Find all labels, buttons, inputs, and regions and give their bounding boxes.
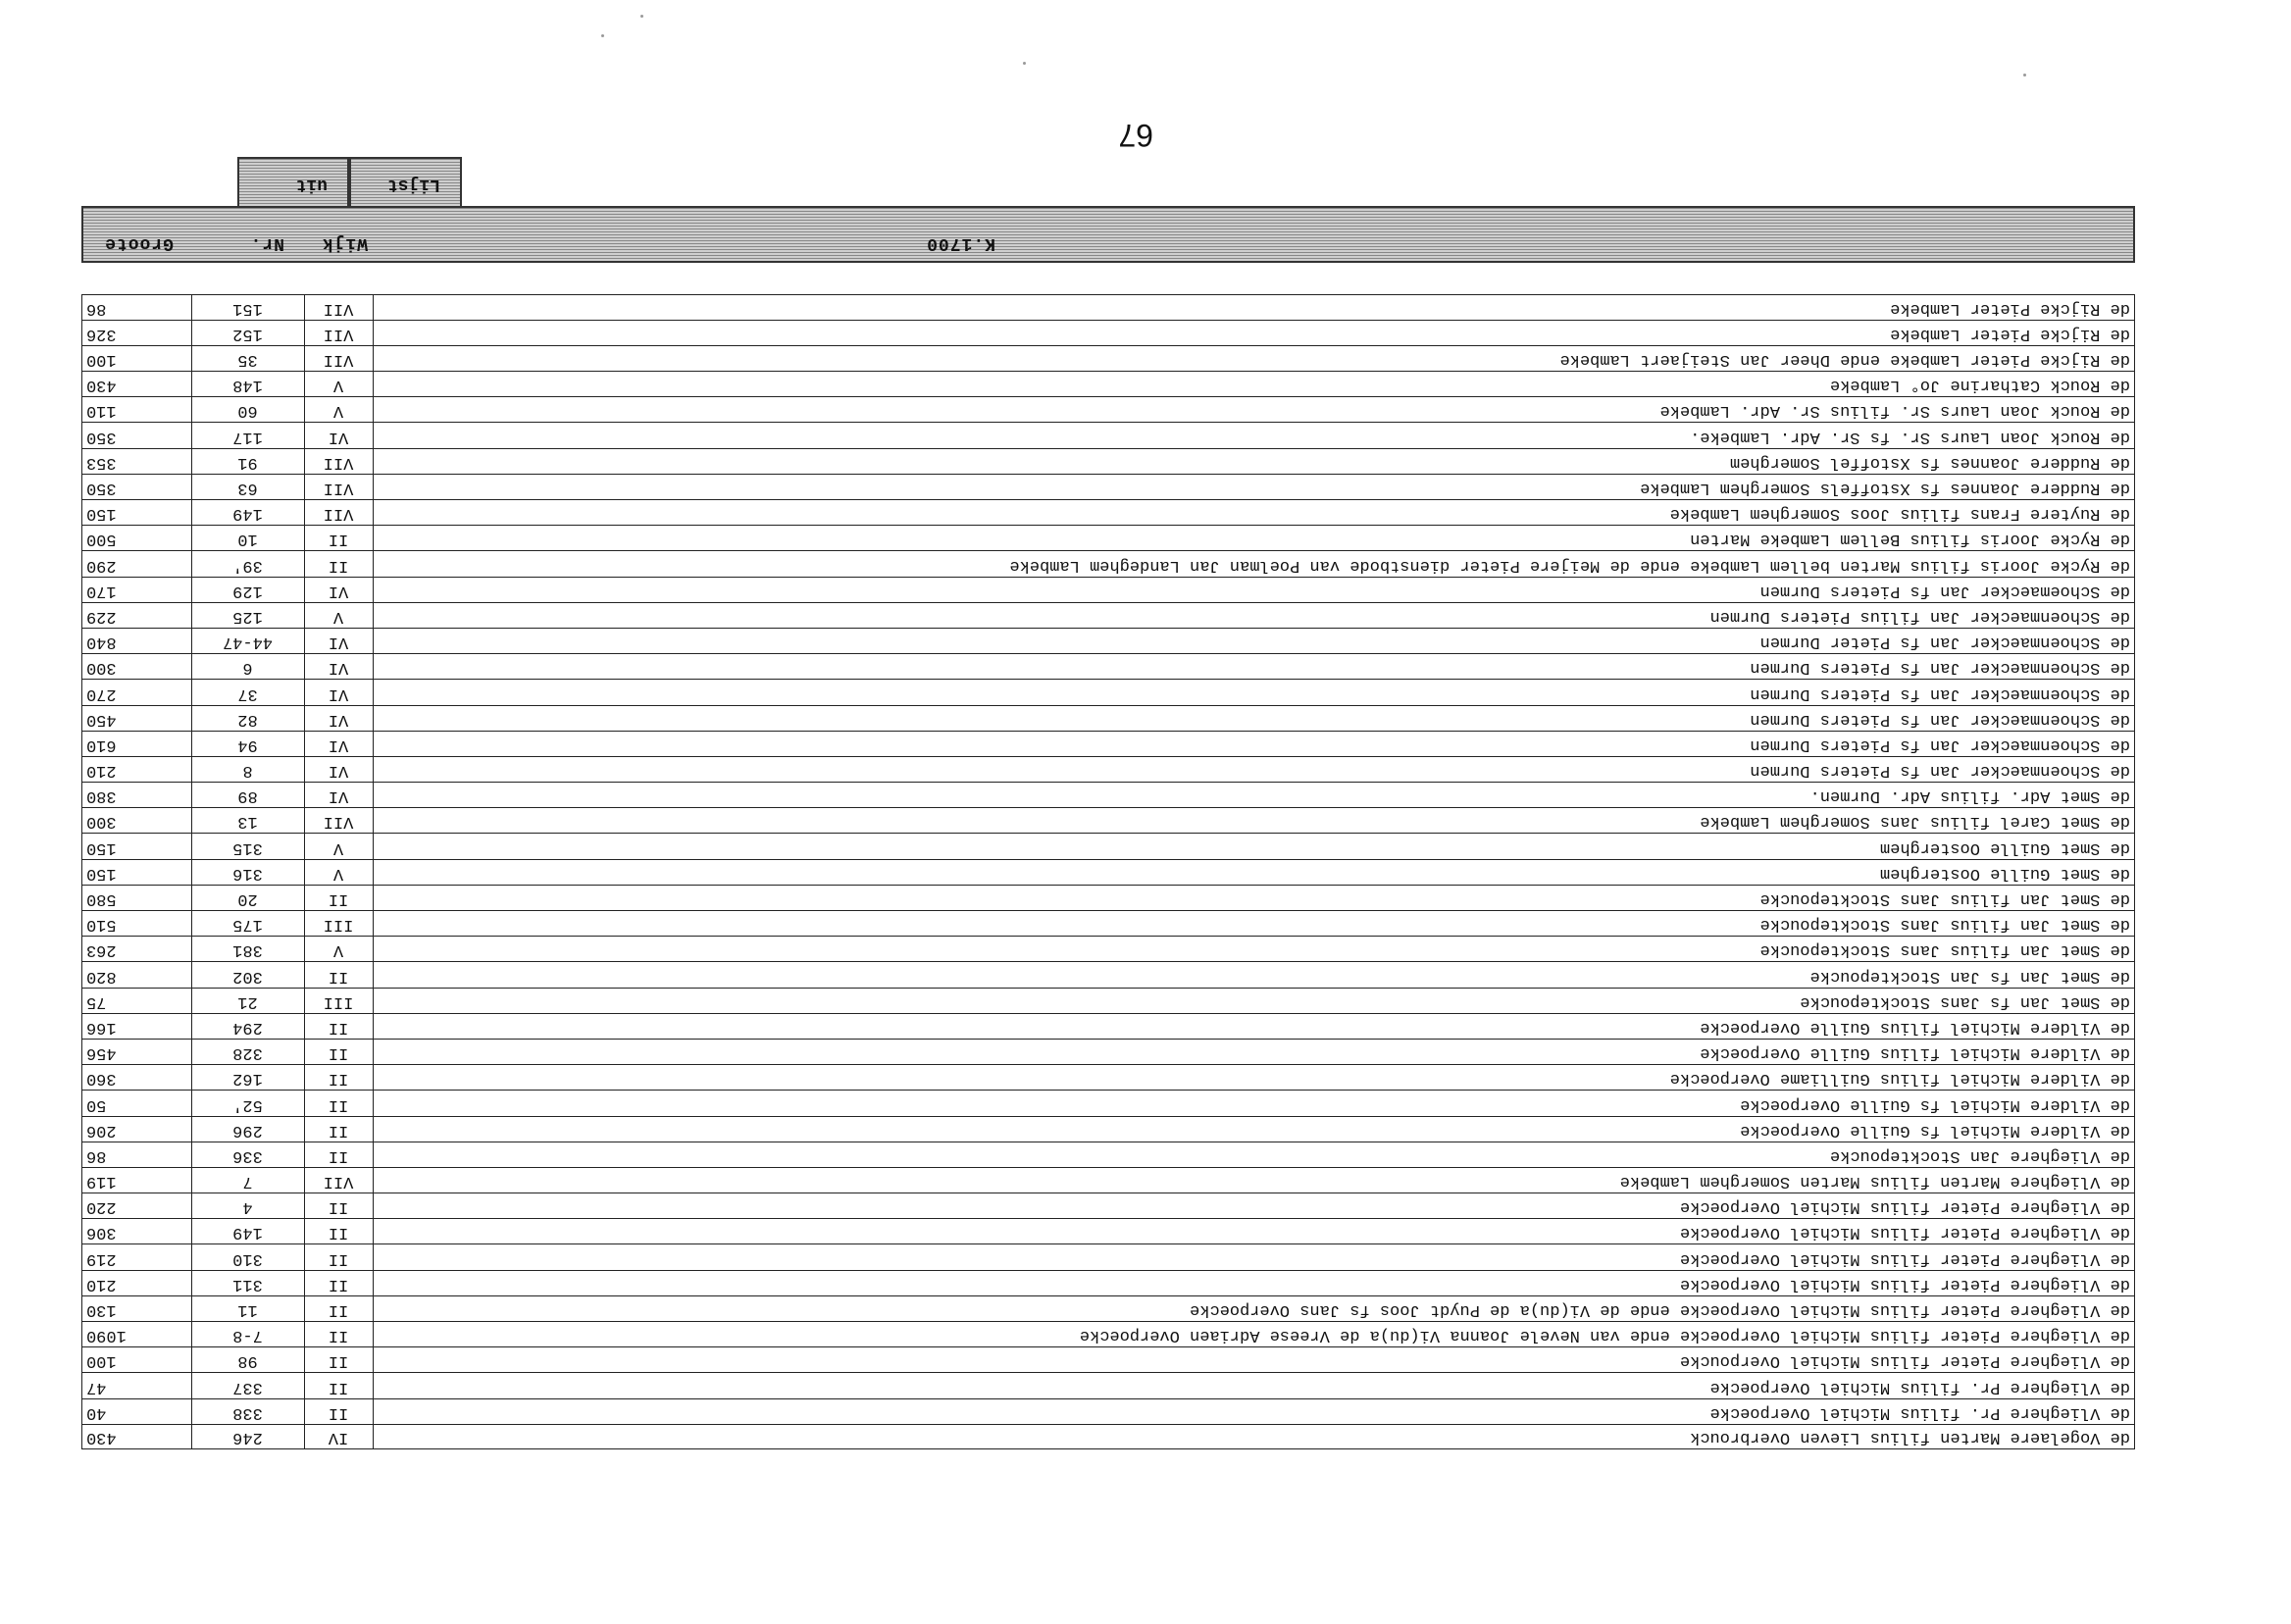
table-row <box>81 756 2135 782</box>
cell-name: de Schoenmaecker Jan fs Pieters Durmen <box>1750 709 2130 729</box>
header-col-nr: Nr. <box>249 233 284 253</box>
cell-groote: 75 <box>80 989 192 1013</box>
table-row <box>81 705 2135 731</box>
cell-groote: 350 <box>80 475 192 499</box>
cell-nr: 328 <box>191 1040 305 1064</box>
table-row <box>81 936 2135 961</box>
table-header-bar <box>81 206 2135 263</box>
table-row <box>81 1218 2135 1243</box>
cell-name: de Vlieghere Pieter filius Michiel Overpoecke <box>1679 1223 2130 1243</box>
cell-wijk: VII <box>304 449 374 474</box>
cell-groote: 119 <box>80 1168 192 1193</box>
table-row <box>81 371 2135 396</box>
cell-wijk: VI <box>304 424 374 448</box>
cell-name: de Ruddere Joannes fs Xstoffel Somerghem <box>1729 452 2130 472</box>
table-row <box>81 1244 2135 1270</box>
table-row <box>81 1424 2135 1449</box>
cell-wijk: VI <box>304 706 374 731</box>
cell-nr: 52' <box>191 1091 305 1115</box>
cell-name: de Ruddere Joannes fs Xstoffels Somerghem Lambeke <box>1640 479 2130 498</box>
table-row <box>81 653 2135 679</box>
cell-groote: 86 <box>80 1142 192 1167</box>
cell-nr: 8 <box>191 757 305 782</box>
table-row <box>81 1398 2135 1424</box>
cell-wijk: III <box>304 911 374 936</box>
cell-groote: 100 <box>80 346 192 371</box>
cell-nr: 129 <box>191 578 305 602</box>
cell-nr: 21 <box>191 989 305 1013</box>
table-row <box>81 885 2135 910</box>
cell-wijk: II <box>304 1142 374 1167</box>
cell-groote: 150 <box>80 860 192 885</box>
cell-wijk: VII <box>304 808 374 833</box>
data-table <box>81 294 2135 1449</box>
cell-groote: 500 <box>80 526 192 550</box>
cell-wijk: II <box>304 886 374 910</box>
cell-groote: 1090 <box>80 1322 192 1346</box>
table-row <box>81 782 2135 807</box>
cell-name: de Smet Jan fs Jans Stocktepoucke <box>1800 991 2130 1011</box>
cell-groote: 380 <box>80 783 192 807</box>
table-row <box>81 1116 2135 1142</box>
cell-groote: 450 <box>80 706 192 731</box>
cell-name: de Schoenmaecker Jan fs Pieters Durmen <box>1750 761 2130 781</box>
cell-nr: 82 <box>191 706 305 731</box>
cell-nr: 117 <box>191 424 305 448</box>
cell-nr: 175 <box>191 911 305 936</box>
cell-wijk: VII <box>304 321 374 345</box>
cell-groote: 206 <box>80 1117 192 1142</box>
cell-nr: 35 <box>191 346 305 371</box>
cell-name: de Smet Jan filius Jans Stocktepoucke <box>1759 915 2130 935</box>
cell-name: de Vlieghere Pieter filius Michiel Overpoecke ende de Vi(du)a de Puydt Joos fs Jans Overpoecke <box>1190 1300 2130 1320</box>
cell-wijk: III <box>304 989 374 1013</box>
cell-nr: 125 <box>191 603 305 628</box>
cell-groote: 300 <box>80 654 192 679</box>
cell-name: de Vlieghere Pieter filius Michiel Overpoecke <box>1679 1197 2130 1217</box>
table-row <box>81 731 2135 756</box>
cell-nr: 60 <box>191 397 305 422</box>
table-row <box>81 679 2135 704</box>
table-row <box>81 910 2135 936</box>
header-sub-right: uit <box>237 157 349 208</box>
scan-speck <box>640 15 643 18</box>
cell-name: de Rouck Joan Laurs Sr. filius Sr. Adr. Lambeke <box>1659 401 2130 421</box>
cell-wijk: II <box>304 1399 374 1424</box>
cell-nr: 152 <box>191 321 305 345</box>
table-row <box>81 807 2135 833</box>
cell-wijk: II <box>304 551 374 576</box>
cell-wijk: II <box>304 1347 374 1372</box>
header-sub-left: Lijst <box>349 157 462 208</box>
cell-name: de Rouck Catharine Jo° Lambeke <box>1829 376 2130 395</box>
cell-wijk: II <box>304 1065 374 1090</box>
cell-nr: 336 <box>191 1142 305 1167</box>
cell-nr: 10 <box>191 526 305 550</box>
cell-wijk: VI <box>304 578 374 602</box>
table-row <box>81 423 2135 448</box>
cell-nr: 149 <box>191 500 305 525</box>
cell-groote: 220 <box>80 1193 192 1218</box>
table-row <box>81 988 2135 1013</box>
cell-name: de Smet Jan filius Jans Stocktepoucke <box>1759 940 2130 960</box>
cell-name: de Schoenmaecker Jan fs Pieters Durmen <box>1750 735 2130 754</box>
cell-name: de Schoenmaecker Jan fs Pieters Durmen <box>1750 684 2130 703</box>
cell-groote: 150 <box>80 835 192 859</box>
table-row <box>81 1142 2135 1167</box>
cell-wijk: V <box>304 937 374 961</box>
cell-nr: 39' <box>191 551 305 576</box>
cell-groote: 510 <box>80 911 192 936</box>
cell-wijk: II <box>304 1117 374 1142</box>
cell-wijk: II <box>304 526 374 550</box>
cell-groote: 820 <box>80 962 192 987</box>
cell-nr: 11 <box>191 1296 305 1321</box>
cell-wijk: V <box>304 372 374 396</box>
cell-nr: 37 <box>191 680 305 704</box>
cell-groote: 219 <box>80 1245 192 1270</box>
cell-nr: 338 <box>191 1399 305 1424</box>
cell-wijk: V <box>304 835 374 859</box>
cell-name: de Smet Guille Oosterghem <box>1879 863 2130 883</box>
cell-wijk: II <box>304 962 374 987</box>
cell-wijk: V <box>304 603 374 628</box>
cell-name: de Vlieghere Pieter filius Michiel Overpoucke <box>1679 1351 2130 1371</box>
cell-nr: 162 <box>191 1065 305 1090</box>
cell-name: de Vlieghere Pr. filius Michiel Overpoecke <box>1709 1377 2130 1396</box>
cell-groote: 350 <box>80 424 192 448</box>
cell-nr: 381 <box>191 937 305 961</box>
cell-nr: 91 <box>191 449 305 474</box>
cell-name: de Rijcke Pieter Lambeke <box>1890 298 2130 318</box>
cell-wijk: II <box>304 1373 374 1397</box>
cell-nr: 294 <box>191 1014 305 1039</box>
cell-wijk: VI <box>304 629 374 653</box>
cell-groote: 86 <box>80 295 192 320</box>
cell-groote: 110 <box>80 397 192 422</box>
cell-groote: 306 <box>80 1219 192 1243</box>
cell-groote: 210 <box>80 1271 192 1295</box>
cell-groote: 430 <box>80 1425 192 1448</box>
table-row <box>81 1167 2135 1193</box>
cell-nr: 151 <box>191 295 305 320</box>
table-row <box>81 1372 2135 1397</box>
cell-nr: 337 <box>191 1373 305 1397</box>
cell-nr: 44-47 <box>191 629 305 653</box>
table-row <box>81 628 2135 653</box>
cell-name: de Vlieghere Pieter filius Michiel Overpoecke <box>1679 1274 2130 1294</box>
table-row <box>81 1090 2135 1115</box>
cell-name: de Rijcke Pieter Lambeke <box>1890 324 2130 343</box>
cell-groote: 270 <box>80 680 192 704</box>
cell-nr: 296 <box>191 1117 305 1142</box>
cell-nr: 20 <box>191 886 305 910</box>
cell-groote: 40 <box>80 1399 192 1424</box>
cell-nr: 311 <box>191 1271 305 1295</box>
cell-nr: 148 <box>191 372 305 396</box>
cell-wijk: II <box>304 1296 374 1321</box>
cell-nr: 94 <box>191 732 305 756</box>
cell-groote: 50 <box>80 1091 192 1115</box>
cell-wijk: VII <box>304 500 374 525</box>
cell-name: de Schoenmaecker Jan filius Pieters Durmen <box>1709 607 2130 626</box>
cell-name: de Vlieghere Pieter filius Michiel Overpoecke <box>1679 1248 2130 1268</box>
cell-wijk: IV <box>304 1425 374 1448</box>
cell-nr: 7-8 <box>191 1322 305 1346</box>
cell-wijk: II <box>304 1040 374 1064</box>
cell-name: de Vildere Michiel filius Guille Overpoecke <box>1700 1018 2130 1037</box>
cell-name: de Vlieghere Pieter filius Michiel Overpoecke ende van Nevele Joanna Vi(du)a de Vreese Adriaen Overpoecke <box>1079 1326 2130 1345</box>
cell-name: de Rijcke Pieter Lambeke ende Dheer Jan Steijaert Lambeke <box>1559 350 2130 370</box>
cell-wijk: VI <box>304 783 374 807</box>
cell-groote: 300 <box>80 808 192 833</box>
cell-nr: 315 <box>191 835 305 859</box>
cell-nr: 302 <box>191 962 305 987</box>
table-row <box>81 834 2135 859</box>
cell-wijk: VII <box>304 1168 374 1193</box>
table-row <box>81 859 2135 885</box>
cell-groote: 130 <box>80 1296 192 1321</box>
scan-speck <box>1023 62 1026 65</box>
cell-name: de Ruytere Frans filius Joos Somerghem Lambeke <box>1669 504 2130 524</box>
cell-groote: 166 <box>80 1014 192 1039</box>
cell-name: de Vlieghere Marten filius Marten Somerghem Lambeke <box>1619 1172 2130 1192</box>
table-row <box>81 499 2135 525</box>
table-row <box>81 1193 2135 1218</box>
cell-groote: 610 <box>80 732 192 756</box>
table-row <box>81 525 2135 550</box>
cell-nr: 63 <box>191 475 305 499</box>
scan-speck <box>601 34 604 37</box>
cell-name: de Vlieghere Pr. filius Michiel Overpoecke <box>1709 1402 2130 1422</box>
table-row <box>81 1346 2135 1372</box>
cell-nr: 316 <box>191 860 305 885</box>
cell-wijk: VII <box>304 346 374 371</box>
cell-groote: 170 <box>80 578 192 602</box>
table-row <box>81 1039 2135 1064</box>
cell-wijk: II <box>304 1322 374 1346</box>
cell-nr: 13 <box>191 808 305 833</box>
cell-name: de Schoenmaecker Jan fs Pieters Durmen <box>1750 658 2130 678</box>
cell-name: de Schoenmaecker Jan fs Pieter Durmen <box>1759 633 2130 652</box>
page-number: 67 <box>1118 118 1153 153</box>
table-row <box>81 345 2135 371</box>
cell-wijk: V <box>304 397 374 422</box>
scan-speck <box>2023 74 2026 76</box>
cell-wijk: II <box>304 1271 374 1295</box>
cell-wijk: II <box>304 1091 374 1115</box>
cell-nr: 89 <box>191 783 305 807</box>
cell-groote: 47 <box>80 1373 192 1397</box>
table-row <box>81 396 2135 422</box>
table-row <box>81 294 2135 320</box>
cell-wijk: VI <box>304 680 374 704</box>
cell-name: de Smet Adr. filius Adr. Durmen. <box>1809 787 2130 806</box>
table-row <box>81 1013 2135 1039</box>
cell-groote: 290 <box>80 551 192 576</box>
cell-wijk: VI <box>304 732 374 756</box>
cell-wijk: II <box>304 1219 374 1243</box>
header-col-wijk: Wijk <box>321 233 368 253</box>
cell-wijk: II <box>304 1014 374 1039</box>
cell-nr: 4 <box>191 1193 305 1218</box>
table-row <box>81 448 2135 474</box>
cell-name: de Vildere Michiel fs Guille Overpoecke <box>1740 1120 2130 1140</box>
cell-name: de Smet Carel filius Jans Somerghem Lambeke <box>1700 812 2130 832</box>
cell-name: de Schoemaecker Jan fs Pieters Durmen <box>1759 581 2130 600</box>
cell-wijk: VII <box>304 475 374 499</box>
cell-name: de Vlieghere Jan Stocktepoucke <box>1829 1145 2130 1165</box>
cell-wijk: II <box>304 1245 374 1270</box>
header-title: K.1700 <box>926 233 995 253</box>
cell-groote: 263 <box>80 937 192 961</box>
cell-groote: 150 <box>80 500 192 525</box>
table-row <box>81 550 2135 576</box>
cell-wijk: V <box>304 860 374 885</box>
cell-groote: 353 <box>80 449 192 474</box>
cell-groote: 229 <box>80 603 192 628</box>
cell-wijk: VI <box>304 757 374 782</box>
cell-name: de Rycke Jooris filius Marten bellem Lambeke ende de Meijere Pieter dienstbode van Poelman Jan Landeghem Lambeke <box>1009 555 2130 575</box>
cell-name: de Rycke Jooris filius Bellem Lambeke Marten <box>1690 530 2130 549</box>
cell-groote: 430 <box>80 372 192 396</box>
table-row <box>81 577 2135 602</box>
table-row <box>81 1321 2135 1346</box>
cell-nr: 6 <box>191 654 305 679</box>
cell-name: de Smet Jan filius Jans Stocktepoucke <box>1759 889 2130 909</box>
cell-groote: 360 <box>80 1065 192 1090</box>
cell-name: de Smet Jan fs Jan Stocktepoucke <box>1809 966 2130 986</box>
cell-groote: 580 <box>80 886 192 910</box>
cell-nr: 246 <box>191 1425 305 1448</box>
header-col-groote: Groote <box>104 233 174 253</box>
cell-groote: 210 <box>80 757 192 782</box>
cell-name: de Smet Guille Oosterghem <box>1879 837 2130 857</box>
cell-nr: 7 <box>191 1168 305 1193</box>
table-row <box>81 474 2135 499</box>
cell-nr: 98 <box>191 1347 305 1372</box>
cell-name: de Vildere Michiel filius Guille Overpoecke <box>1700 1043 2130 1063</box>
cell-groote: 326 <box>80 321 192 345</box>
cell-name: de Vildere Michiel filius Guilliame Overpoecke <box>1669 1069 2130 1089</box>
cell-wijk: II <box>304 1193 374 1218</box>
cell-wijk: VII <box>304 295 374 320</box>
table-row <box>81 602 2135 628</box>
table-row <box>81 320 2135 345</box>
cell-wijk: VI <box>304 654 374 679</box>
cell-name: de Vogelaere Marten filius Lieven Overbrouck <box>1690 1428 2130 1446</box>
cell-nr: 149 <box>191 1219 305 1243</box>
cell-nr: 310 <box>191 1245 305 1270</box>
table-row <box>81 1295 2135 1321</box>
cell-groote: 100 <box>80 1347 192 1372</box>
cell-groote: 456 <box>80 1040 192 1064</box>
cell-groote: 840 <box>80 629 192 653</box>
cell-name: de Rouck Joan Laurs Sr. fs Sr. Adr. Lambeke. <box>1690 427 2130 446</box>
table-row <box>81 1270 2135 1295</box>
table-row <box>81 1064 2135 1090</box>
table-row <box>81 961 2135 987</box>
cell-name: de Vildere Michiel fs Guille Overpoecke <box>1740 1094 2130 1114</box>
